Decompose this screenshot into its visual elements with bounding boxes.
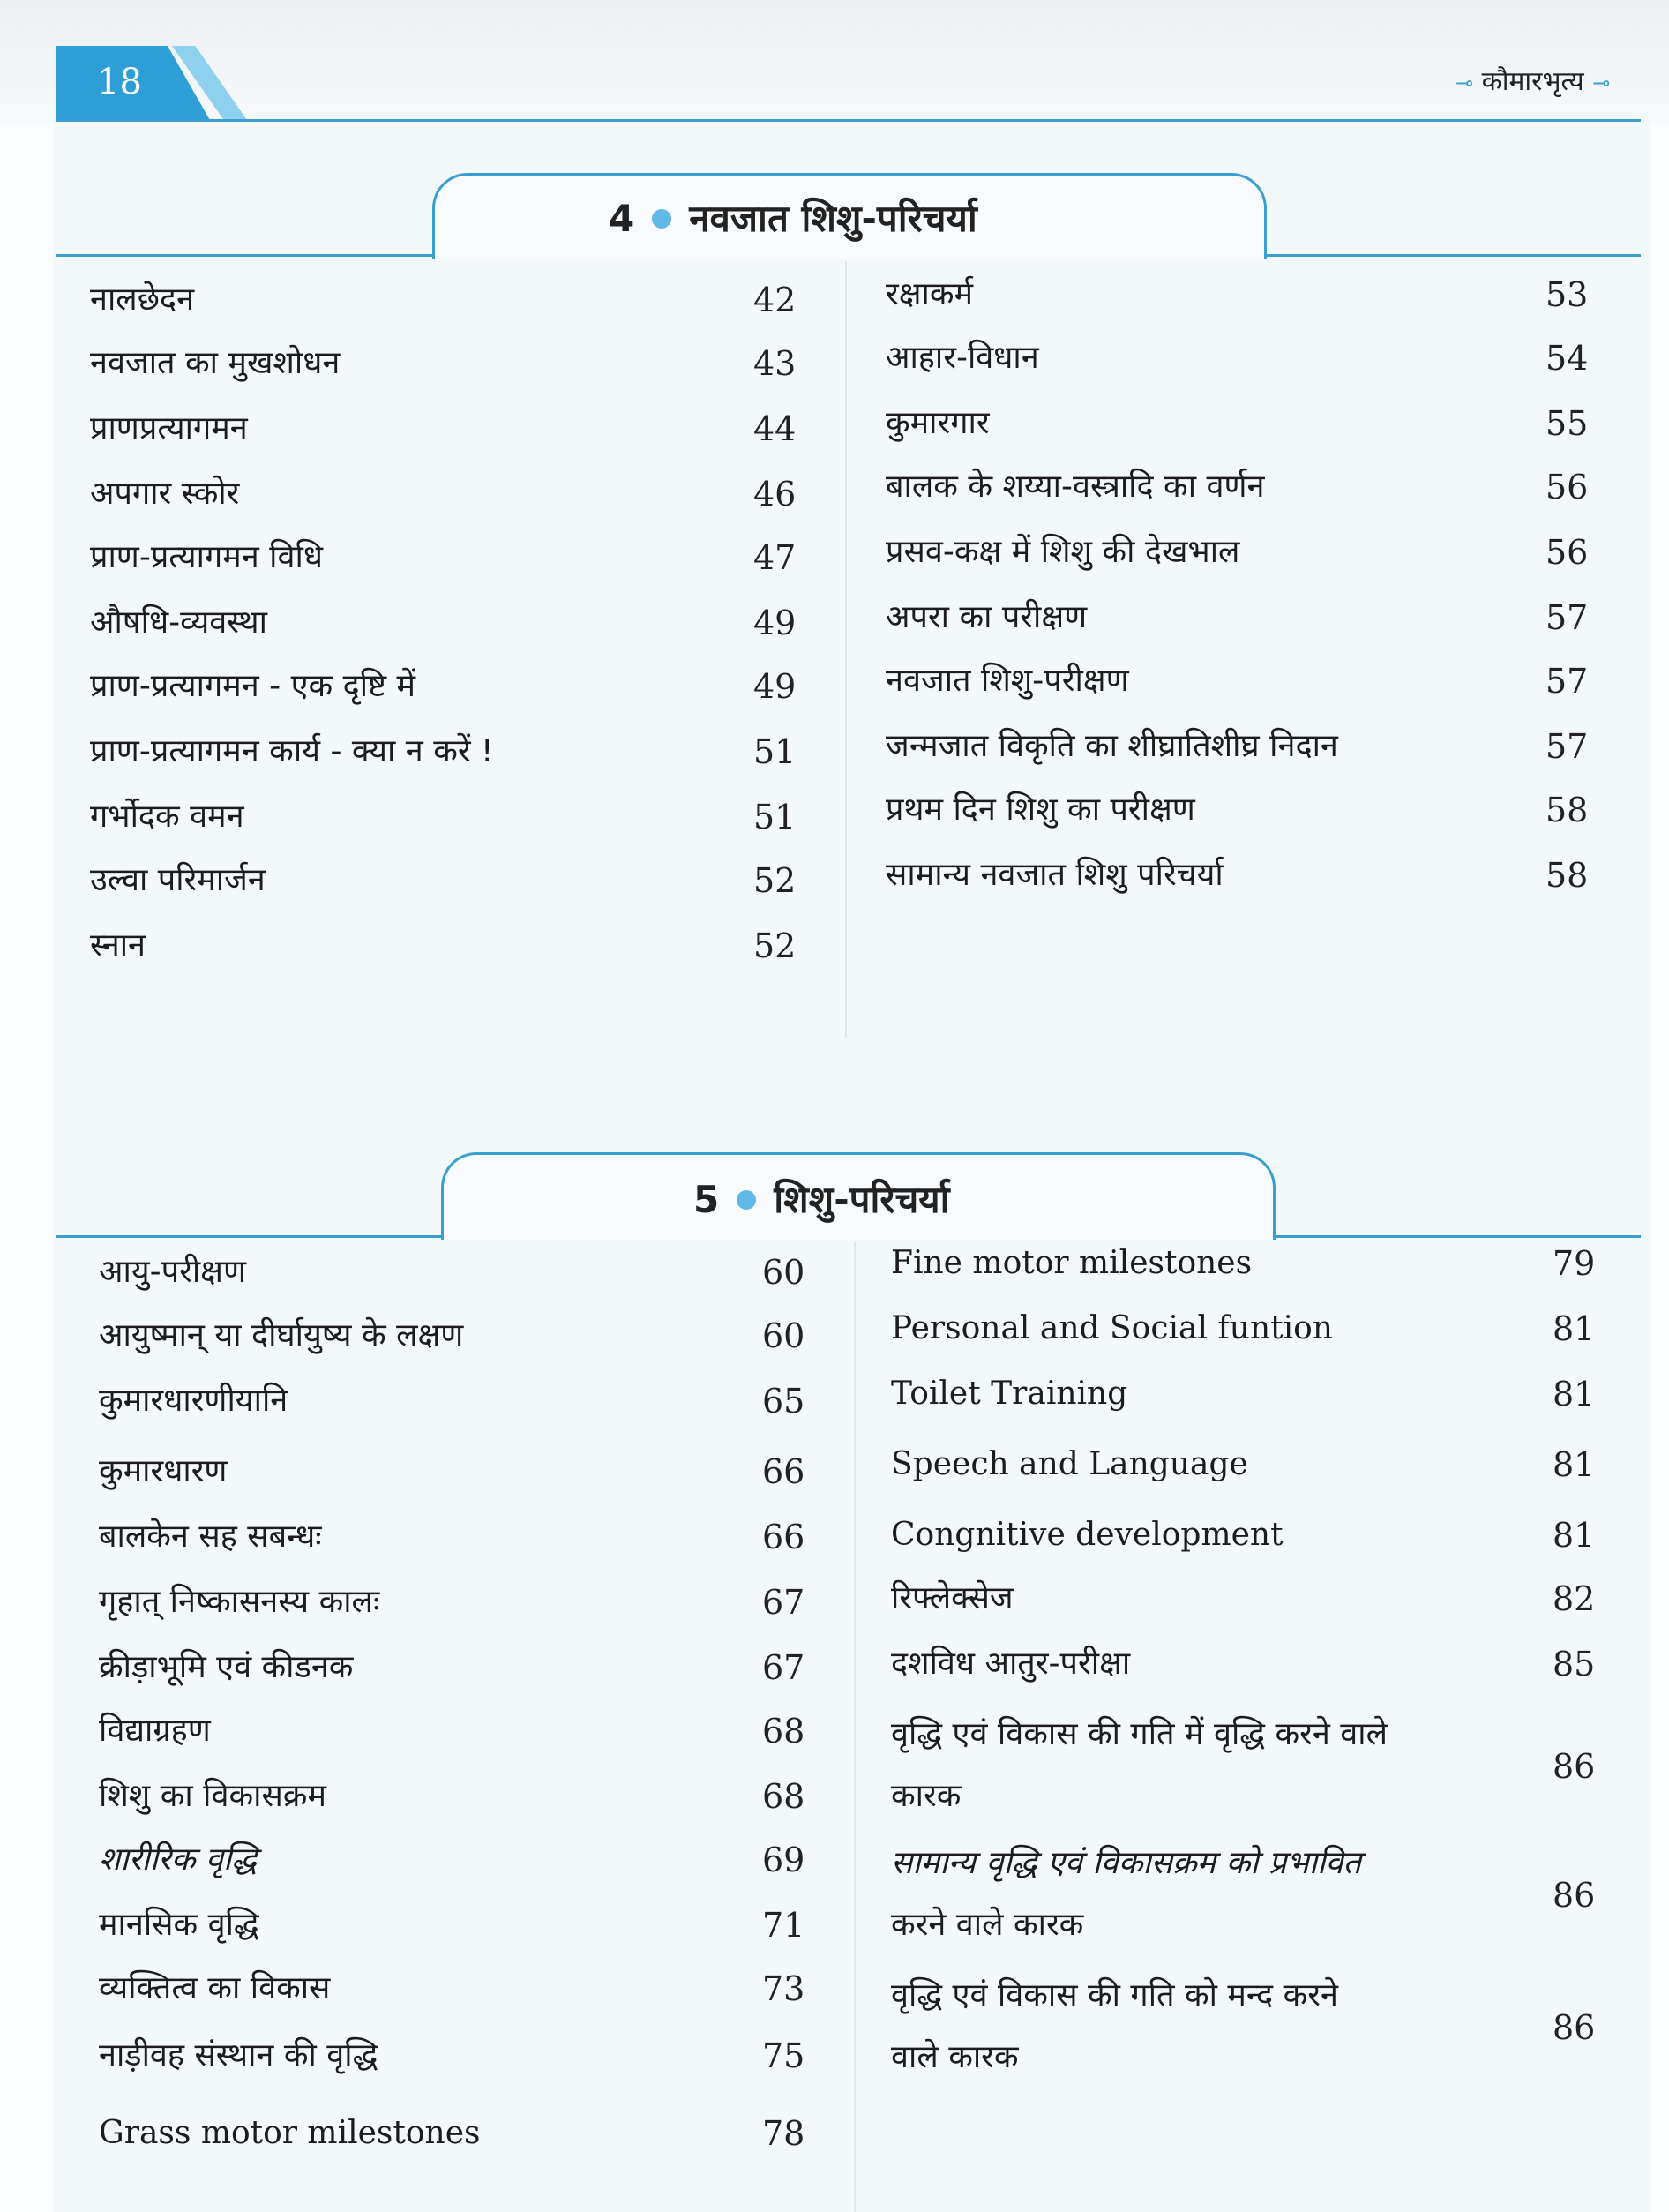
toc-entry-page: 49 (753, 604, 797, 642)
toc-entry-page: 68 (762, 1777, 805, 1816)
toc-entry-title: सामान्य वृद्धि एवं विकासक्रम को प्रभावित (891, 1845, 1362, 1881)
toc-entry-title: अपगार स्कोर (90, 476, 240, 512)
toc-entry-title: रक्षाकर्म (886, 276, 974, 312)
toc-entry-page: 86 (1553, 2008, 1596, 2047)
page-number: 18 (97, 62, 142, 102)
toc-entry-title: नवजात शिशु-परीक्षण (886, 663, 1129, 699)
arrow-left-icon: ⊸ (1456, 71, 1474, 95)
toc-entry-title: कुमारधारणीयानि (99, 1383, 288, 1419)
toc-entry-title: वृद्धि एवं विकास की गति में वृद्धि करने वाले (891, 1716, 1388, 1752)
toc-entry-title: क्रीड़ाभूमि एवं कीडनक (99, 1649, 354, 1685)
toc-entry-title: मानसिक वृद्धि (99, 1907, 259, 1943)
toc-entry-page: 56 (1546, 533, 1589, 572)
toc-entry-title: सामान्य नवजात शिशु परिचर्या (886, 857, 1224, 893)
toc-entry-page: 86 (1553, 1876, 1596, 1915)
toc-entry-page: 67 (762, 1583, 805, 1622)
toc-entry-title: प्राण-प्रत्यागमन विधि (90, 539, 323, 575)
toc-entry-page: 51 (753, 798, 797, 836)
toc-entry-page: 57 (1546, 598, 1589, 637)
toc-entry-title: कुमारगार (886, 405, 990, 441)
toc-entry-title: Speech and Language (891, 1446, 1248, 1482)
toc-entry-title-continued: करने वाले कारक (891, 1907, 1084, 1943)
toc-entry-page: 85 (1553, 1645, 1596, 1683)
toc-entry-page: 54 (1546, 339, 1589, 378)
toc-entry-title: गर्भोदक वमन (90, 799, 244, 835)
toc-entry-title: Personal and Social funtion (891, 1310, 1333, 1346)
toc-entry-title: नाड़ीवह संस्थान की वृद्धि (99, 2037, 378, 2073)
toc-entry-page: 79 (1553, 1244, 1596, 1283)
toc-entry-page: 52 (753, 861, 797, 900)
toc-entry-title: बालकेन सह सबन्धः (99, 1518, 322, 1555)
toc-entry-page: 56 (1546, 468, 1589, 506)
toc-entry-title: आयुष्मान् या दीर्घायुष्य के लक्षण (99, 1317, 464, 1353)
toc-entry-title: नवजात का मुखशोधन (90, 345, 341, 381)
toc-entry-page: 57 (1546, 727, 1589, 766)
toc-entry-title: व्यक्तित्व का विकास (99, 1970, 331, 2006)
toc-entry-title: कुमारधारण (99, 1453, 228, 1489)
toc-entry-title: जन्मजात विकृति का शीघ्रातिशीघ्र निदान (886, 728, 1338, 764)
toc-entry-page: 42 (753, 281, 797, 319)
toc-entry-title: Fine motor milestones (891, 1245, 1253, 1281)
toc-entry-page: 81 (1553, 1309, 1596, 1348)
chapter-number: 5 (693, 1178, 720, 1221)
toc-entry-page: 71 (762, 1906, 805, 1945)
toc-entry-page: 81 (1553, 1445, 1596, 1484)
toc-entry-page: 55 (1546, 404, 1589, 443)
chapter-5-column-divider (854, 1242, 856, 2212)
toc-entry-page: 44 (753, 409, 797, 448)
toc-entry-page: 67 (762, 1648, 805, 1687)
chapter-title: नवजात शिशु-परिचर्या (689, 197, 977, 240)
toc-entry-title: प्राण-प्रत्यागमन कार्य - क्या न करें ! (90, 733, 494, 769)
toc-entry-title-continued: कारक (891, 1778, 962, 1814)
book-title: कौमारभृत्य (1481, 66, 1584, 97)
toc-entry-page: 43 (753, 344, 797, 383)
bullet-dot-icon (652, 209, 671, 229)
toc-entry-page: 69 (762, 1841, 805, 1879)
toc-entry-page: 46 (753, 475, 797, 514)
toc-entry-title-continued: वाले कारक (891, 2039, 1019, 2075)
toc-entry-title: प्राण-प्रत्यागमन - एक दृष्टि में (90, 668, 416, 704)
toc-entry-page: 82 (1553, 1579, 1596, 1618)
toc-entry-title: Grass motor milestones (99, 2115, 481, 2151)
toc-entry-title: नालछेदन (90, 281, 195, 318)
toc-entry-title: गृहात् निष्कासनस्य कालः (99, 1584, 380, 1620)
chapter-number: 4 (609, 197, 635, 240)
toc-entry-page: 81 (1553, 1516, 1596, 1555)
toc-entry-page: 66 (762, 1518, 805, 1556)
chapter-5-heading (693, 1173, 949, 1224)
toc-entry-page: 78 (762, 2114, 805, 2153)
toc-entry-title: औषधि-व्यवस्था (90, 604, 267, 641)
toc-entry-title: शारीरिक वृद्धि (99, 1841, 258, 1878)
bullet-dot-icon (737, 1190, 756, 1210)
chapter-title: शिशु-परिचर्या (774, 1178, 950, 1221)
toc-entry-title: वृद्धि एवं विकास की गति को मन्द करने (891, 1977, 1338, 2013)
header-rule (56, 119, 1641, 122)
toc-entry-page: 51 (753, 732, 797, 771)
toc-entry-page: 49 (753, 667, 797, 706)
toc-entry-page: 86 (1553, 1747, 1596, 1786)
toc-entry-title: बालक के शय्या-वस्त्रादि का वर्णन (886, 469, 1265, 505)
toc-entry-page: 75 (762, 2036, 805, 2075)
toc-entry-page: 53 (1546, 275, 1589, 314)
chapter-4-column-divider (845, 261, 847, 1038)
toc-entry-page: 60 (762, 1253, 805, 1292)
toc-entry-page: 57 (1546, 662, 1589, 701)
arrow-right-icon: ⊸ (1592, 71, 1611, 95)
chapter-4-heading (609, 192, 977, 243)
toc-entry-title: स्नान (90, 927, 146, 964)
toc-entry-page: 58 (1546, 856, 1589, 895)
toc-entry-title: आहार-विधान (886, 340, 1039, 376)
running-header (1456, 62, 1610, 98)
toc-entry-title: प्राणप्रत्यागमन (90, 410, 248, 446)
toc-entry-page: 47 (753, 538, 797, 577)
toc-entry-title: उल्वा परिमार्जन (90, 862, 266, 898)
toc-entry-title: प्रसव-कक्ष में शिशु की देखभाल (886, 534, 1240, 570)
toc-entry-title: आयु-परीक्षण (99, 1254, 246, 1290)
toc-entry-title: Congnitive development (891, 1517, 1284, 1553)
toc-entry-page: 60 (762, 1316, 805, 1355)
toc-entry-title: शिशु का विकासक्रम (99, 1778, 326, 1814)
toc-entry-title: रिफ्लेक्सेज (891, 1580, 1014, 1616)
toc-entry-page: 58 (1546, 791, 1589, 829)
toc-entry-page: 52 (753, 926, 797, 965)
toc-entry-page: 81 (1553, 1375, 1596, 1413)
toc-entry-title: Toilet Training (891, 1376, 1128, 1412)
toc-entry-page: 66 (762, 1452, 805, 1491)
toc-entry-title: अपरा का परीक्षण (886, 599, 1088, 635)
toc-entry-page: 65 (762, 1382, 805, 1421)
toc-entry-page: 73 (762, 1969, 805, 2008)
toc-entry-title: प्रथम दिन शिशु का परीक्षण (886, 791, 1195, 828)
toc-entry-title: विद्याग्रहण (99, 1713, 211, 1749)
toc-entry-title: दशविध आतुर-परीक्षा (891, 1646, 1131, 1682)
toc-entry-page: 68 (762, 1712, 805, 1751)
